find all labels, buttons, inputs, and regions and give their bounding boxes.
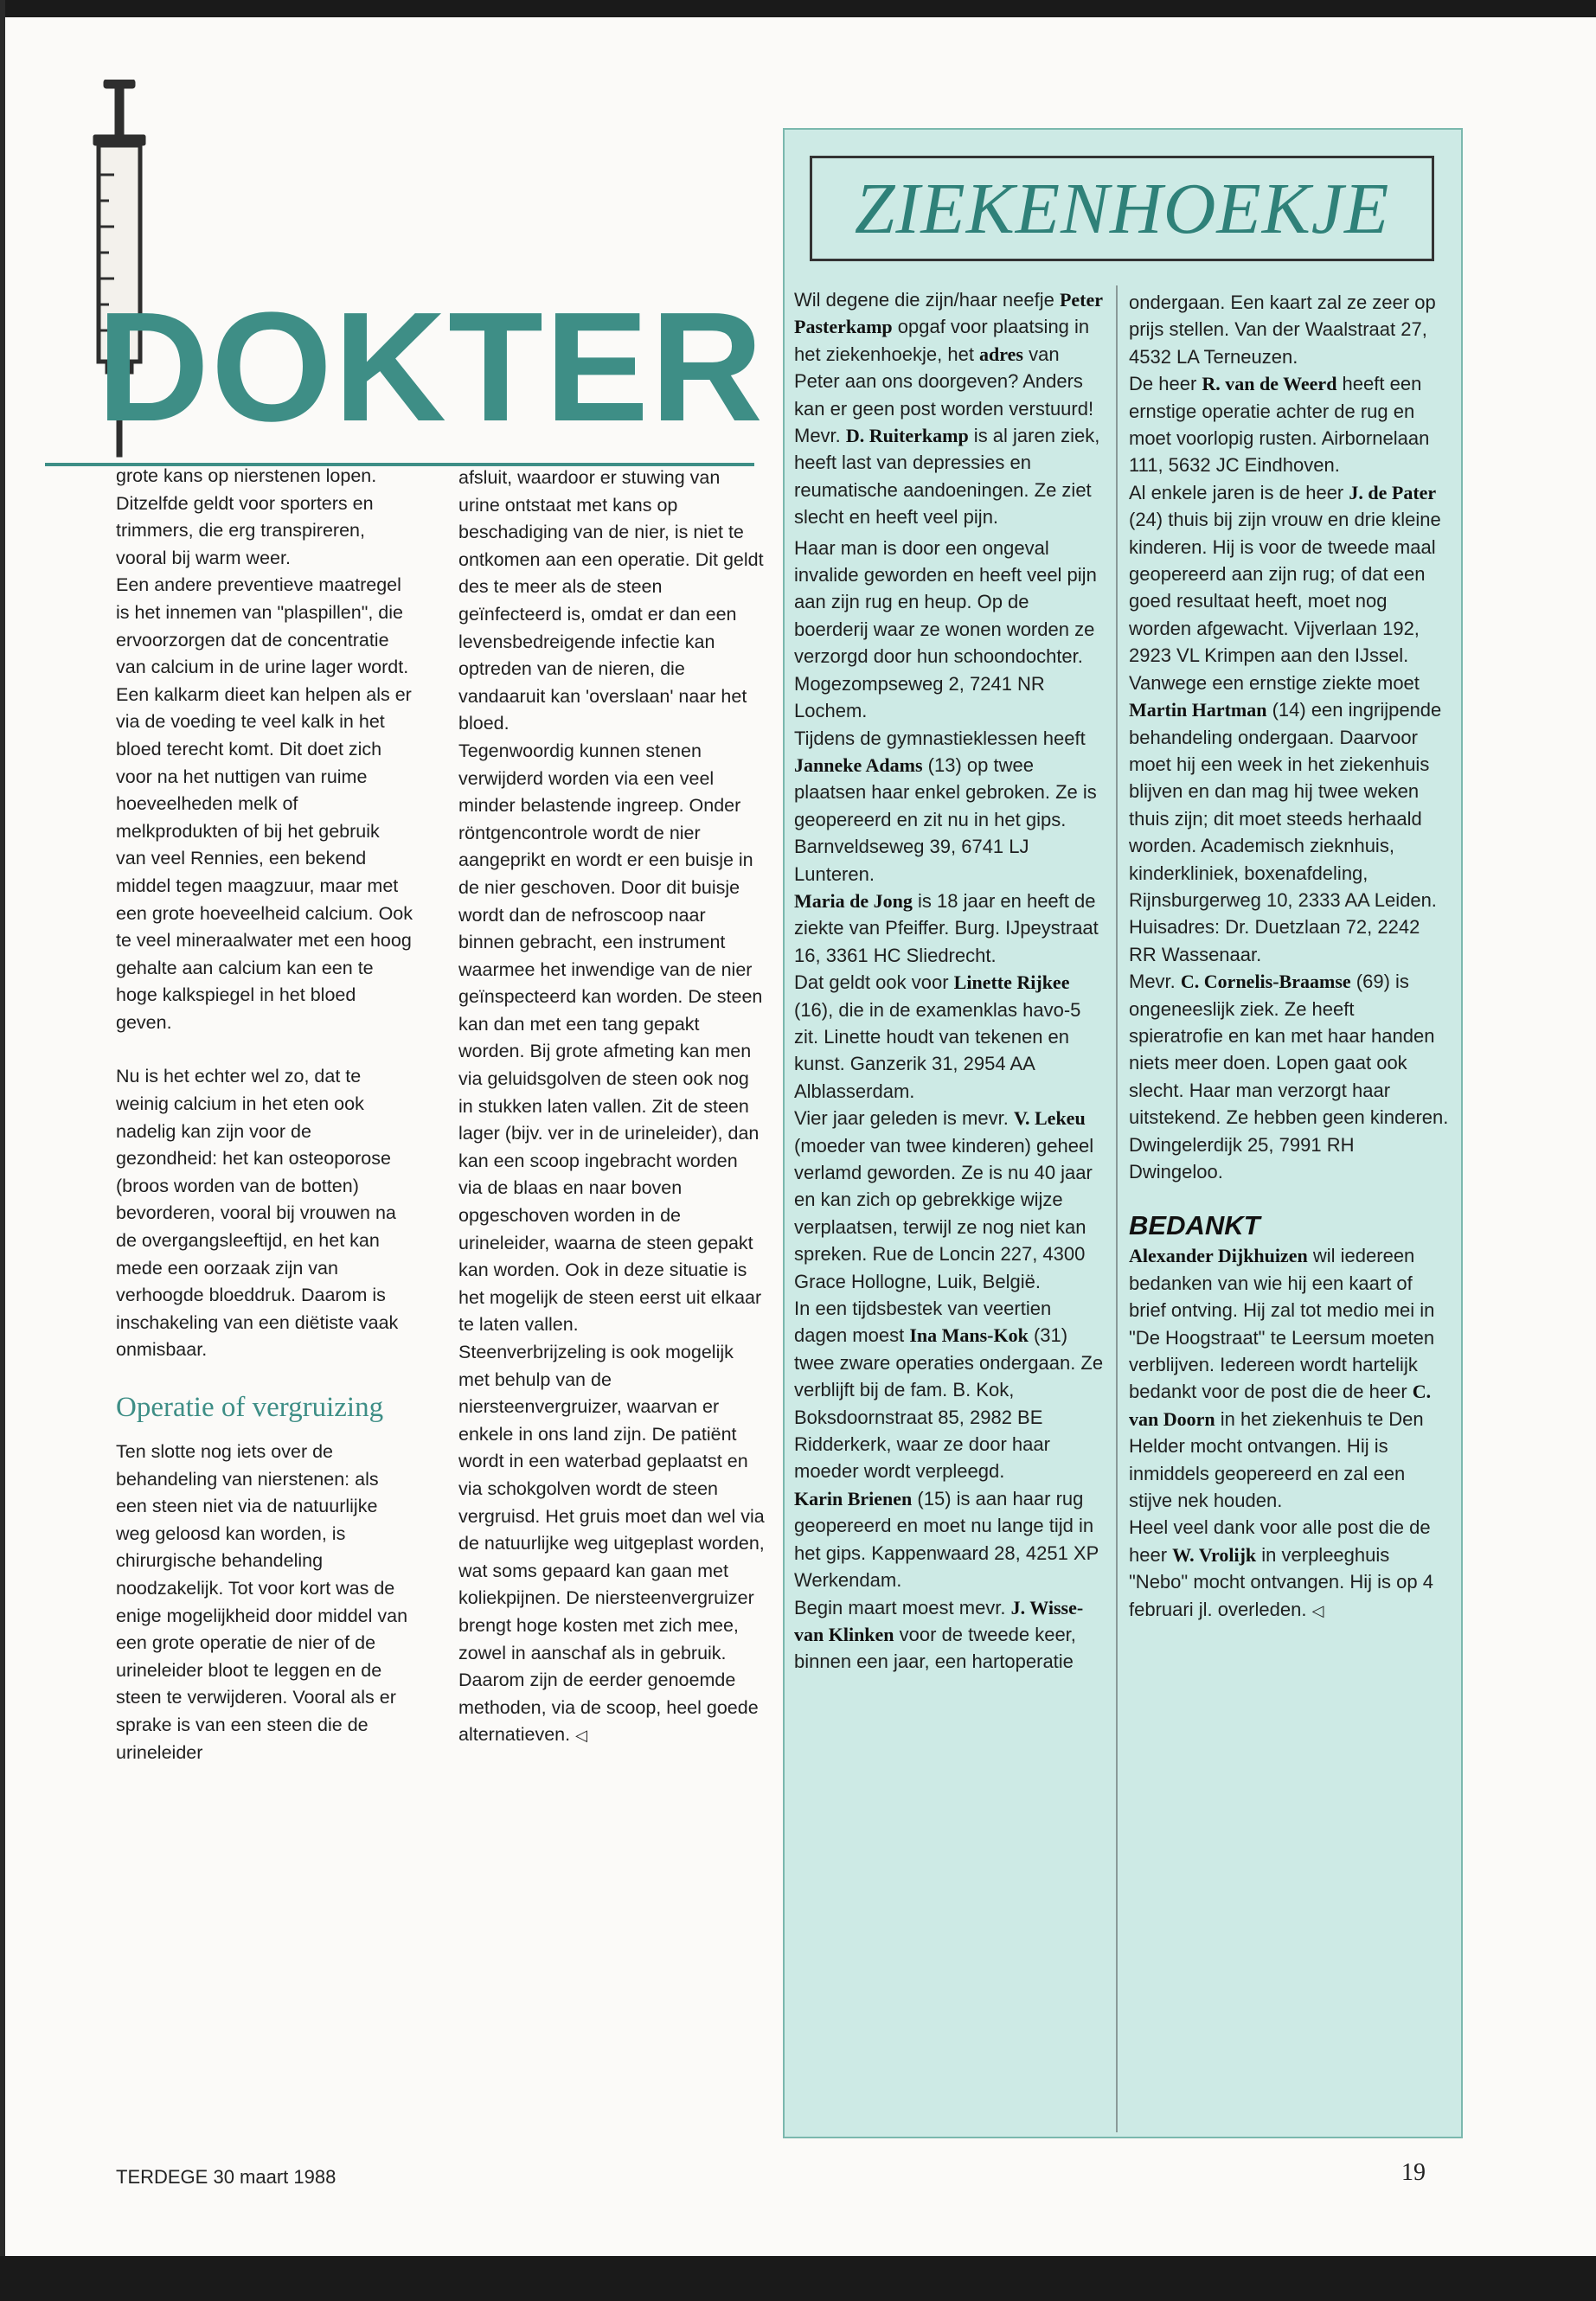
- bottom-scan-border: [0, 2256, 1596, 2301]
- article-paragraph: grote kans op nierstenen lopen. Ditzelfde geldt voor sporters en trimmers, die erg transpireren, vooral bij warm weer.: [116, 465, 377, 568]
- list-item: ondergaan. Een kaart zal ze zeer op prijs stellen. Van der Waalstraat 27, 4532 LA Terneuzen.: [1129, 292, 1436, 368]
- logo-word: DOKTER: [97, 280, 765, 454]
- column-divider: [1116, 285, 1118, 2132]
- article-column-2: [458, 465, 765, 1750]
- list-item: Mevr. C. Cornelis-Braamse (69) is ongeneeslijk ziek. Ze heeft spieratrofie en kan met haar handen niets meer doen. Lopen gaat ook slecht. Haar man verzorgt haar uitstekend. Ze hebben geen kinderen. Dwingelerdijk 25, 7991 RH Dwingeloo.: [1129, 971, 1449, 1183]
- article-paragraph: Een andere preventieve maatregel is het innemen van "plaspillen", die ervoorzorgen dat de concentratie van calcium in de urine lager wordt. Een kalkarm dieet kan helpen als er via de voeding te veel kalk in het bloed terecht komt. Dit doet zich voor na het nuttigen van ruime hoeveelheden melk of melkprodukten of bij het gebruik van veel Rennies, een bekend middel tegen maagzuur, maar met een grote hoeveelheid calcium. Ook te veel mineraalwater met een hoog gehalte aan calcium kan een te hoge kalkspiegel in het bloed geven.: [116, 574, 413, 1033]
- page-number: 19: [1401, 2159, 1426, 2186]
- subheading-operatie: Operatie of vergruizing: [116, 1392, 384, 1423]
- list-item: Haar man is door een ongeval invalide geworden en heeft veel pijn aan zijn rug en heup. Op de boerderij waar ze wonen worden ze verzorgd door hun schoondochter. Mogezompseweg 2, 7241 NR Lochem.: [794, 536, 1097, 722]
- ziekenhoekje-title: ZIEKENHOEKJE: [810, 156, 1434, 261]
- list-item: Vier jaar geleden is mevr. V. Lekeu (moeder van twee kinderen) geheel verlamd geworden. Ze is nu 40 jaar en kan zich op gebrekkige wijze verplaatsen, terwijl ze nog niet kan spreken. Rue de Loncin 227, 4300 Grace Hollogne, Luik, België.: [794, 1107, 1094, 1292]
- list-item: Karin Brienen (15) is aan haar rug geopereerd en moet nu lange tijd in het gips. Kappenwaard 28, 4251 XP Werkendam.: [794, 1487, 1099, 1592]
- article-text: Steenverbrijzeling is ook mogelijk met behulp van de niersteenvergruizer, waarvan er enkele in ons land zijn. De patiënt wordt in een waterbad geplaatst en via schokgolven wordt de steen vergruisd. Het gruis moet dan wel via de natuurlijke weg uitgeplast worden, wat soms gepaard kan gaan met koliekpijnen. De niersteenvergruizer brengt hoge kosten met zich mee, zowel in aanschaf als in gebruik. Daarom zijn de eerder genoemde methoden, via de scoop, heel goede alternatieven.: [458, 1342, 765, 1746]
- list-item: De heer R. van de Weerd heeft een ernstige operatie achter de rug en moet voorlopig rusten. Airbornelaan 111, 5632 JC Eindhoven.: [1129, 373, 1430, 477]
- top-scan-border: [0, 0, 1596, 17]
- article-paragraph: Nu is het echter wel zo, dat te weinig calcium in het eten ook nadelig kan zijn voor de gezondheid: het kan osteoporose (broos worden van de botten) bevorderen, vooral bij vrouwen na de overgangsleeftijd, en het kan mede een oorzaak zijn van verhoogde bloeddruk. Daarom is inschakeling van een diëtiste vaak onmisbaar.: [116, 1066, 399, 1361]
- ziekenhoekje-column-2: [1129, 289, 1452, 1625]
- list-item: Tijdens de gymnastieklessen heeft Janneke Adams (13) op twee plaatsen haar enkel gebroken. Ze is geopereerd en zit nu in het gips. Barnveldseweg 39, 6741 LJ Lunteren.: [794, 727, 1097, 885]
- list-item: Begin maart moest mevr. J. Wisse-van Klinken voor de tweede keer, binnen een jaar, een hartoperatie: [794, 1596, 1084, 1673]
- bedankt-heading: BEDANKT: [1129, 1210, 1260, 1241]
- article-paragraph: Tegenwoordig kunnen stenen verwijderd worden via een veel minder belastende ingreep. Onder röntgencontrole wordt de nier aangeprikt en wordt er een buisje in de nier geschoven. Door dit buisje wordt dan de nefroscoop naar binnen gebracht, een instrument waarmee het inwendige van de nier geïnspecteerd kan worden. De steen kan dan met een tang gepakt worden. Bij grote afmeting kan men via geluidsgolven de steen ook nog in stukken laten vallen. Zit de steen lager (bijv. ver in de urineleider), dan kan een scoop ingebracht worden via de blaas en naar boven opgeschoven worden in de urineleider, waarna de steen gepakt kan worden. Ook in deze situatie is het mogelijk de steen eerst uit elkaar te laten vallen.: [458, 740, 763, 1336]
- ziekenhoekje-column-1: [794, 286, 1106, 1676]
- list-item: In een tijdsbestek van veertien dagen moest Ina Mans-Kok (31) twee zware operaties ondergaan. Ze verblijft bij de fam. B. Kok, Boksdoornstraat 85, 2982 BE Ridderkerk, waar ze door haar moeder wordt verpleegd.: [794, 1298, 1104, 1483]
- article-column-1: [116, 463, 413, 1766]
- list-item: Al enkele jaren is de heer J. de Pater (24) thuis bij zijn vrouw en drie kleine kinderen. Hij is voor de tweede maal geopereerd aan zijn rug; of dat een goed resultaat heeft, moet nog worden afgewacht. Vijverlaan 192, 2923 VL Krimpen aan den IJssel.: [1129, 481, 1441, 667]
- article-paragraph: [458, 1339, 765, 1750]
- list-item: Heel veel dank voor alle post die de heer W. Vrolijk in verpleeghuis "Nebo" mocht ontvangen. Hij is op 4 februari jl. overleden. ◁: [1129, 1514, 1452, 1625]
- list-item: Alexander Dijkhuizen wil iedereen bedanken van wie hij een kaart of brief ontving. Hij zal tot medio mei in "De Hoogstraat" te Leersum moeten verblijven. Iedereen wordt hartelijk bedankt voor de post die de heer C. van Doorn in het ziekenhuis te Den Helder mocht ontvangen. Hij is inmiddels geopereerd en zal een stijve nek houden.: [1129, 1245, 1435, 1512]
- end-mark-icon: ◁: [1311, 1601, 1324, 1619]
- list-item: Wil degene die zijn/haar neefje Peter Pasterkamp opgaf voor plaatsing in het ziekenhoekje, het adres van Peter aan ons doorgeven? Anders kan er geen post worden verstuurd!: [794, 289, 1103, 420]
- list-item: Dat geldt ook voor Linette Rijkee (16), die in de examenklas havo-5 zit. Linette houdt van tekenen en kunst. Ganzerik 31, 2954 AA Alblasserdam.: [794, 971, 1081, 1102]
- list-item: Vanwege een ernstige ziekte moet Martin Hartman (14) een ingrijpende behandeling ondergaan. Daarvoor moet hij een week in het ziekenhuis blijven en dan mag hij twee weken thuis zijn; dit moet steeds herhaald worden. Academisch zieknhuis, kinderkliniek, boxenafdeling, Rijnsburgerweg 10, 2333 AA Leiden. Huisadres: Dr. Duetzlaan 72, 2242 RR Wassenaar.: [1129, 671, 1442, 965]
- article-paragraph: Ten slotte nog iets over de behandeling van nierstenen: als een steen niet via de natuurlijke weg geloosd kan worden, is chirurgische behandeling noodzakelijk. Tot voor kort was de enige mogelijkheid door middel van een grote operatie de nier of de urineleider bloot te leggen en de steen te verwijderen. Vooral als er sprake is van een steen die de urineleider: [116, 1441, 408, 1763]
- left-scan-border: [0, 0, 5, 2301]
- publication-footer: TERDEGE 30 maart 1988: [116, 2166, 337, 2188]
- list-item: Mevr. D. Ruiterkamp is al jaren ziek, heeft last van depressies en reumatische aandoeningen. Ze ziet slecht en heeft veel pijn.: [794, 425, 1100, 529]
- end-mark-icon: ◁: [575, 1727, 587, 1745]
- list-item: Maria de Jong is 18 jaar en heeft de ziekte van Pfeiffer. Burg. IJpeystraat 16, 3361 HC Sliedrecht.: [794, 889, 1099, 966]
- article-paragraph: afsluit, waardoor er stuwing van urine ontstaat met kans op beschadiging van de nier, is niet te ontkomen aan een operatie. Dit geldt des te meer als de steen geïnfecteerd is, omdat er dan een levensbedreigende infectie kan optreden van de nieren, die vandaaruit kan 'overslaan' naar het bloed.: [458, 467, 764, 734]
